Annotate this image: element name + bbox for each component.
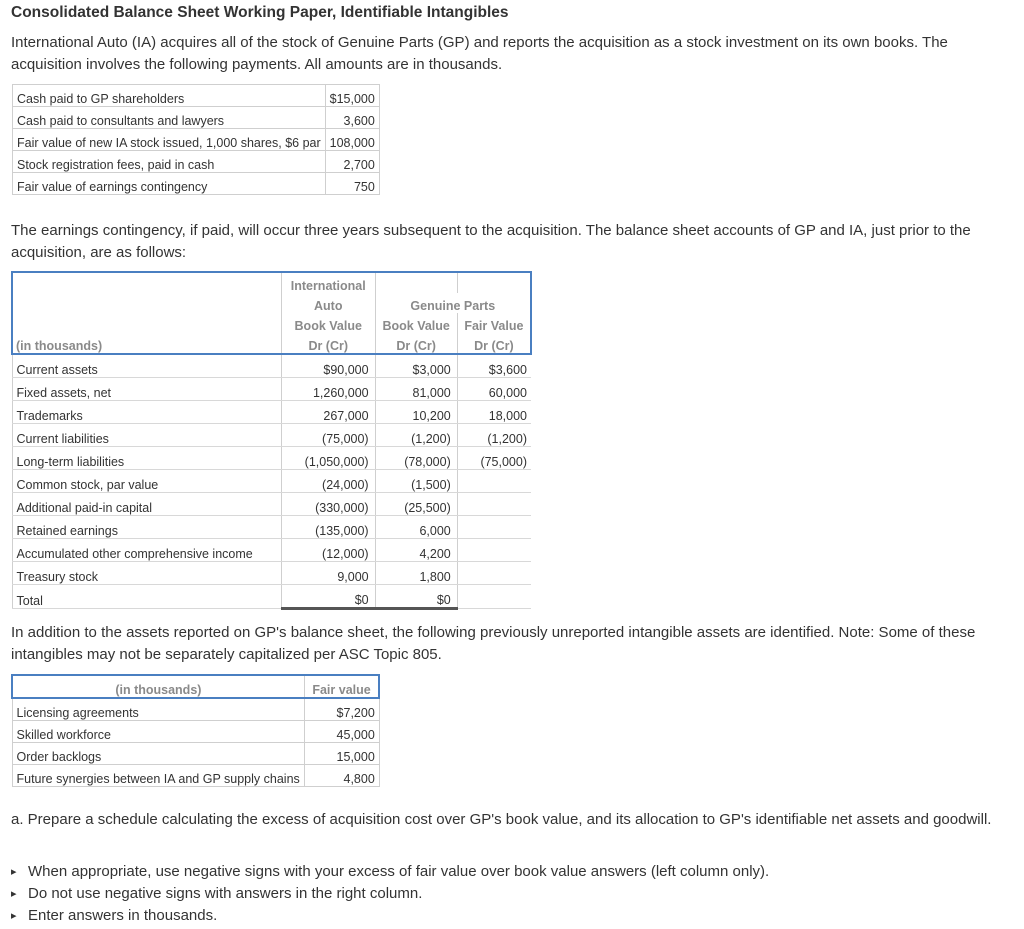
table-row bbox=[12, 401, 531, 424]
gp-book-value: $3,000 bbox=[375, 354, 457, 378]
payment-value: $15,000 bbox=[325, 85, 379, 107]
payment-label: Cash paid to consultants and lawyers bbox=[13, 107, 326, 129]
book-value-header: Book Value bbox=[281, 313, 375, 333]
list-item: ▸ When appropriate, use negative signs with your excess of fair value over book value answers (left column only). bbox=[11, 861, 769, 883]
header-row bbox=[12, 675, 379, 698]
dr-cr-header: Dr (Cr) bbox=[281, 333, 375, 354]
payments-table bbox=[12, 84, 380, 195]
gp-book-value: 1,800 bbox=[375, 562, 457, 585]
payment-value: 108,000 bbox=[325, 129, 379, 151]
page-title: Consolidated Balance Sheet Working Paper, Identifiable Intangibles bbox=[11, 4, 509, 21]
gp-fair-value bbox=[457, 562, 531, 585]
gp-header: Genuine Parts bbox=[375, 293, 531, 313]
ia-header-line1: International bbox=[281, 272, 375, 293]
intangible-value: $7,200 bbox=[304, 698, 379, 721]
payment-value: 750 bbox=[325, 173, 379, 195]
account-label: Retained earnings bbox=[12, 516, 281, 539]
gp-fair-value bbox=[457, 585, 531, 609]
intangibles-table bbox=[11, 674, 380, 787]
payment-label: Stock registration fees, paid in cash bbox=[13, 151, 326, 173]
account-label: Long-term liabilities bbox=[12, 447, 281, 470]
header-row bbox=[12, 333, 531, 354]
account-label: Accumulated other comprehensive income bbox=[12, 539, 281, 562]
ia-book-value: (135,000) bbox=[281, 516, 375, 539]
table-row bbox=[13, 129, 380, 151]
intangibles-paragraph: In addition to the assets reported on GP's balance sheet, the following previously unreported intangible assets are identified. Note: Some of these intangibles may not be separately capitalized per ASC Topic 805. bbox=[11, 624, 976, 663]
gp-fair-value bbox=[457, 470, 531, 493]
table-row bbox=[12, 698, 379, 721]
gp-book-value: $0 bbox=[375, 585, 457, 609]
intangible-value: 4,800 bbox=[304, 765, 379, 787]
table-row bbox=[12, 424, 531, 447]
table-row bbox=[12, 516, 531, 539]
gp-book-value: 4,200 bbox=[375, 539, 457, 562]
intangible-label: Future synergies between IA and GP supply chains bbox=[12, 765, 304, 787]
units-header: (in thousands) bbox=[12, 333, 281, 354]
payment-value: 2,700 bbox=[325, 151, 379, 173]
gp-fair-value: 60,000 bbox=[457, 378, 531, 401]
table-row bbox=[13, 85, 380, 107]
account-label: Common stock, par value bbox=[12, 470, 281, 493]
account-label: Trademarks bbox=[12, 401, 281, 424]
table-row bbox=[12, 378, 531, 401]
payment-value: 3,600 bbox=[325, 107, 379, 129]
instruction-list bbox=[11, 861, 769, 927]
table-row bbox=[12, 539, 531, 562]
fair-value-header: Fair value bbox=[304, 675, 379, 698]
gp-fair-value: (1,200) bbox=[457, 424, 531, 447]
table-row bbox=[12, 447, 531, 470]
payment-label: Fair value of new IA stock issued, 1,000 shares, $6 par bbox=[13, 129, 326, 151]
dr-cr-header: Dr (Cr) bbox=[375, 333, 457, 354]
table-row bbox=[12, 743, 379, 765]
table-row bbox=[12, 562, 531, 585]
header-row bbox=[12, 313, 531, 333]
table-row bbox=[13, 151, 380, 173]
table-row bbox=[12, 354, 531, 378]
ia-book-value: (75,000) bbox=[281, 424, 375, 447]
table-row bbox=[12, 765, 379, 787]
intangible-label: Licensing agreements bbox=[12, 698, 304, 721]
table-row bbox=[12, 470, 531, 493]
gp-fair-value bbox=[457, 516, 531, 539]
ia-header-line2: Auto bbox=[281, 293, 375, 313]
account-label: Current assets bbox=[12, 354, 281, 378]
gp-book-value: 81,000 bbox=[375, 378, 457, 401]
intangible-value: 45,000 bbox=[304, 721, 379, 743]
intangible-label: Order backlogs bbox=[12, 743, 304, 765]
question-text: a. Prepare a schedule calculating the excess of acquisition cost over GP's book value, and its allocation to GP's identifiable net assets and goodwill. bbox=[11, 811, 992, 828]
fair-value-header: Fair Value bbox=[457, 313, 531, 333]
payment-label: Cash paid to GP shareholders bbox=[13, 85, 326, 107]
gp-book-value: (1,500) bbox=[375, 470, 457, 493]
ia-book-value: (1,050,000) bbox=[281, 447, 375, 470]
gp-fair-value: (75,000) bbox=[457, 447, 531, 470]
ia-book-value: 1,260,000 bbox=[281, 378, 375, 401]
gp-book-value: 10,200 bbox=[375, 401, 457, 424]
gp-book-value: 6,000 bbox=[375, 516, 457, 539]
ia-book-value: $90,000 bbox=[281, 354, 375, 378]
gp-fair-value bbox=[457, 539, 531, 562]
ia-book-value: (12,000) bbox=[281, 539, 375, 562]
units-header: (in thousands) bbox=[12, 675, 304, 698]
table-row bbox=[12, 493, 531, 516]
contingency-paragraph: The earnings contingency, if paid, will occur three years subsequent to the acquisition. The balance sheet accounts of GP and IA, just prior to the acquisition, are as follows: bbox=[11, 222, 971, 261]
gp-book-value: (1,200) bbox=[375, 424, 457, 447]
ia-book-value: $0 bbox=[281, 585, 375, 609]
account-label: Treasury stock bbox=[12, 562, 281, 585]
balance-sheet-table bbox=[11, 271, 532, 610]
gp-book-value: (78,000) bbox=[375, 447, 457, 470]
header-row bbox=[12, 293, 531, 313]
list-item: ▸ Enter answers in thousands. bbox=[11, 905, 769, 927]
payment-label: Fair value of earnings contingency bbox=[13, 173, 326, 195]
account-label: Fixed assets, net bbox=[12, 378, 281, 401]
gp-fair-value bbox=[457, 493, 531, 516]
ia-book-value: 9,000 bbox=[281, 562, 375, 585]
total-row bbox=[12, 585, 531, 609]
account-label: Additional paid-in capital bbox=[12, 493, 281, 516]
intangible-value: 15,000 bbox=[304, 743, 379, 765]
table-row bbox=[13, 173, 380, 195]
book-value-header: Book Value bbox=[375, 313, 457, 333]
gp-fair-value: $3,600 bbox=[457, 354, 531, 378]
account-label: Total bbox=[12, 585, 281, 609]
list-item: ▸ Do not use negative signs with answers in the right column. bbox=[11, 883, 769, 905]
intro-paragraph: International Auto (IA) acquires all of the stock of Genuine Parts (GP) and reports the acquisition as a stock investment on its own books. The acquisition involves the following payments. All amounts are in thousands. bbox=[11, 34, 948, 73]
ia-book-value: (24,000) bbox=[281, 470, 375, 493]
gp-book-value: (25,500) bbox=[375, 493, 457, 516]
header-row bbox=[12, 272, 531, 293]
ia-book-value: 267,000 bbox=[281, 401, 375, 424]
table-row bbox=[13, 107, 380, 129]
table-row bbox=[12, 721, 379, 743]
ia-book-value: (330,000) bbox=[281, 493, 375, 516]
account-label: Current liabilities bbox=[12, 424, 281, 447]
dr-cr-header: Dr (Cr) bbox=[457, 333, 531, 354]
gp-fair-value: 18,000 bbox=[457, 401, 531, 424]
intangible-label: Skilled workforce bbox=[12, 721, 304, 743]
